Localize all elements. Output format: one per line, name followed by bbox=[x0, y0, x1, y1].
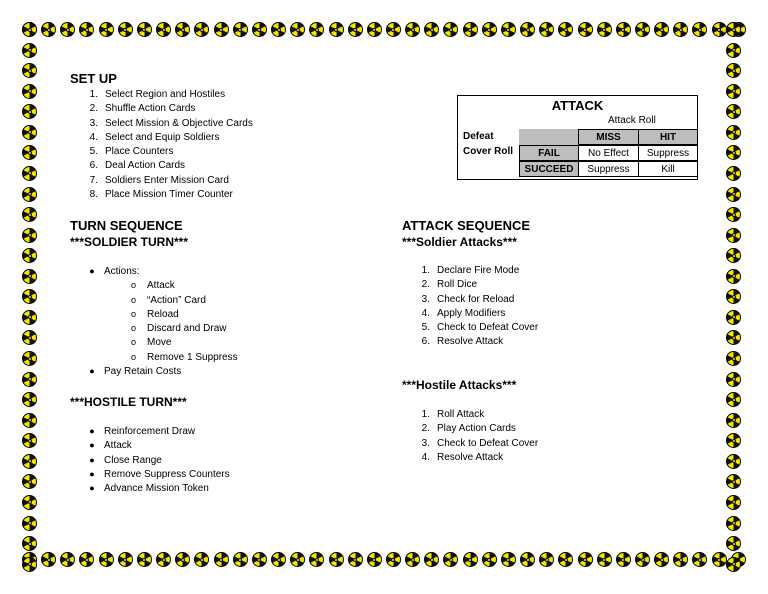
radiation-icon bbox=[386, 22, 401, 37]
radiation-icon bbox=[22, 145, 37, 160]
radiation-icon bbox=[22, 474, 37, 489]
list-item: o “Action” Card bbox=[131, 294, 206, 306]
radiation-icon bbox=[726, 413, 741, 428]
row-label-defeat: Defeat bbox=[463, 131, 494, 142]
list-item: 3. Select Mission & Objective Cards bbox=[89, 117, 253, 129]
border-left bbox=[22, 22, 42, 572]
radiation-icon bbox=[118, 22, 133, 37]
radiation-icon bbox=[60, 552, 75, 567]
radiation-icon bbox=[22, 187, 37, 202]
radiation-icon bbox=[558, 552, 573, 567]
radiation-icon bbox=[692, 22, 707, 37]
radiation-icon bbox=[367, 22, 382, 37]
list-item: ● Pay Retain Costs bbox=[89, 366, 182, 378]
turn-sequence-title: TURN SEQUENCE bbox=[70, 218, 183, 233]
hostile-turn-title: ***HOSTILE TURN*** bbox=[70, 395, 187, 409]
radiation-icon bbox=[79, 22, 94, 37]
border-right bbox=[726, 22, 746, 572]
list-item: 2. Play Action Cards bbox=[421, 423, 516, 435]
radiation-icon bbox=[252, 22, 267, 37]
header-blank-cell bbox=[519, 129, 579, 145]
radiation-icon bbox=[597, 552, 612, 567]
radiation-icon bbox=[175, 22, 190, 37]
list-item: 8. Place Mission Timer Counter bbox=[89, 189, 233, 201]
cell-succeed-hit: Kill bbox=[638, 161, 698, 177]
radiation-icon bbox=[348, 22, 363, 37]
list-item: ● Attack bbox=[89, 440, 132, 452]
attack-table-title: ATTACK bbox=[551, 98, 604, 113]
radiation-icon bbox=[654, 22, 669, 37]
list-item: 1. Declare Fire Mode bbox=[421, 265, 520, 276]
radiation-icon bbox=[673, 22, 688, 37]
list-item: o Move bbox=[131, 337, 172, 349]
radiation-icon bbox=[99, 22, 114, 37]
radiation-icon bbox=[22, 536, 37, 551]
radiation-icon bbox=[726, 516, 741, 531]
radiation-icon bbox=[22, 104, 37, 119]
radiation-icon bbox=[348, 552, 363, 567]
radiation-icon bbox=[22, 557, 37, 572]
list-item: ● Advance Mission Token bbox=[89, 483, 209, 495]
list-item: o Attack bbox=[131, 280, 175, 292]
radiation-icon bbox=[22, 125, 37, 140]
list-item: ● Remove Suppress Counters bbox=[89, 468, 230, 480]
attack-sequence-title: ATTACK SEQUENCE bbox=[402, 218, 531, 233]
radiation-icon bbox=[578, 552, 593, 567]
list-item: 3. Check to Defeat Cover bbox=[421, 437, 539, 449]
radiation-icon bbox=[156, 552, 171, 567]
radiation-icon bbox=[501, 22, 516, 37]
radiation-icon bbox=[405, 552, 420, 567]
radiation-icon bbox=[290, 22, 305, 37]
radiation-icon bbox=[558, 22, 573, 37]
radiation-icon bbox=[443, 22, 458, 37]
hostile-attacks-title: ***Hostile Attacks*** bbox=[402, 378, 517, 392]
radiation-icon bbox=[726, 330, 741, 345]
radiation-icon bbox=[22, 516, 37, 531]
list-item: 6. Resolve Attack bbox=[421, 336, 504, 348]
list-item: 3. Check for Reload bbox=[421, 293, 515, 305]
list-item: 4. Resolve Attack bbox=[421, 451, 504, 463]
list-item: 2. Roll Dice bbox=[421, 279, 478, 291]
list-item: 6. Deal Action Cards bbox=[89, 160, 186, 172]
radiation-icon bbox=[329, 552, 344, 567]
radiation-icon bbox=[597, 22, 612, 37]
border-top bbox=[22, 22, 746, 42]
radiation-icon bbox=[386, 552, 401, 567]
radiation-icon bbox=[22, 22, 37, 37]
list-item: o Discard and Draw bbox=[131, 323, 227, 335]
list-item: o Reload bbox=[131, 308, 179, 320]
radiation-icon bbox=[118, 552, 133, 567]
radiation-icon bbox=[463, 22, 478, 37]
attack-table bbox=[457, 95, 698, 180]
cell-fail-miss: No Effect bbox=[578, 145, 639, 161]
radiation-icon bbox=[309, 22, 324, 37]
radiation-icon bbox=[22, 330, 37, 345]
radiation-icon bbox=[22, 372, 37, 387]
list-item: 4. Select and Equip Soldiers bbox=[89, 131, 220, 143]
radiation-icon bbox=[22, 43, 37, 58]
radiation-icon bbox=[175, 552, 190, 567]
list-item: 7. Soldiers Enter Mission Card bbox=[89, 174, 229, 186]
radiation-icon bbox=[22, 454, 37, 469]
radiation-icon bbox=[194, 552, 209, 567]
radiation-icon bbox=[520, 22, 535, 37]
cell-fail-hit: Suppress bbox=[638, 145, 698, 161]
radiation-icon bbox=[424, 552, 439, 567]
radiation-icon bbox=[194, 22, 209, 37]
header-hit: HIT bbox=[638, 129, 698, 145]
radiation-icon bbox=[726, 310, 741, 325]
radiation-icon bbox=[726, 454, 741, 469]
radiation-icon bbox=[309, 552, 324, 567]
radiation-icon bbox=[405, 22, 420, 37]
radiation-icon bbox=[79, 552, 94, 567]
radiation-icon bbox=[726, 145, 741, 160]
radiation-icon bbox=[156, 22, 171, 37]
radiation-icon bbox=[443, 552, 458, 567]
soldier-turn-title: ***SOLDIER TURN*** bbox=[70, 235, 189, 249]
radiation-icon bbox=[726, 289, 741, 304]
radiation-icon bbox=[726, 84, 741, 99]
soldier-turn-list bbox=[83, 264, 238, 378]
list-item: 5. Place Counters bbox=[89, 146, 174, 158]
radiation-icon bbox=[60, 22, 75, 37]
radiation-icon bbox=[41, 22, 56, 37]
radiation-icon bbox=[22, 228, 37, 243]
row-succeed: SUCCEED bbox=[519, 161, 579, 177]
list-item: ● Close Range bbox=[89, 454, 162, 466]
radiation-icon bbox=[22, 63, 37, 78]
radiation-icon bbox=[726, 228, 741, 243]
radiation-icon bbox=[520, 552, 535, 567]
radiation-icon bbox=[22, 84, 37, 99]
radiation-icon bbox=[137, 22, 152, 37]
radiation-icon bbox=[726, 125, 741, 140]
radiation-icon bbox=[712, 22, 727, 37]
cell-succeed-miss: Suppress bbox=[578, 161, 639, 177]
radiation-icon bbox=[726, 104, 741, 119]
radiation-icon bbox=[726, 248, 741, 263]
radiation-icon bbox=[726, 433, 741, 448]
radiation-icon bbox=[726, 495, 741, 510]
radiation-icon bbox=[578, 22, 593, 37]
radiation-icon bbox=[214, 22, 229, 37]
radiation-icon bbox=[482, 22, 497, 37]
setup-steps bbox=[80, 88, 253, 202]
hostile-attacks-steps bbox=[412, 408, 538, 465]
list-item: ● Actions: bbox=[89, 266, 140, 277]
radiation-icon bbox=[463, 552, 478, 567]
radiation-icon bbox=[22, 495, 37, 510]
radiation-icon bbox=[22, 433, 37, 448]
radiation-icon bbox=[635, 552, 650, 567]
radiation-icon bbox=[99, 552, 114, 567]
radiation-icon bbox=[712, 552, 727, 567]
radiation-icon bbox=[635, 22, 650, 37]
radiation-icon bbox=[726, 63, 741, 78]
row-label-cover-roll: Cover Roll bbox=[463, 146, 514, 157]
radiation-icon bbox=[22, 392, 37, 407]
radiation-icon bbox=[501, 552, 516, 567]
radiation-icon bbox=[726, 372, 741, 387]
list-item: 5. Check to Defeat Cover bbox=[421, 322, 539, 334]
radiation-icon bbox=[726, 187, 741, 202]
list-item: 4. Apply Modifiers bbox=[421, 307, 506, 319]
list-item: 2. Shuffle Action Cards bbox=[89, 103, 196, 115]
radiation-icon bbox=[539, 552, 554, 567]
radiation-icon bbox=[726, 207, 741, 222]
radiation-icon bbox=[22, 166, 37, 181]
radiation-icon bbox=[214, 552, 229, 567]
radiation-icon bbox=[22, 310, 37, 325]
radiation-icon bbox=[726, 166, 741, 181]
radiation-icon bbox=[673, 552, 688, 567]
radiation-icon bbox=[726, 557, 741, 572]
row-fail: FAIL bbox=[519, 145, 579, 161]
list-item: 1. Select Region and Hostiles bbox=[89, 89, 226, 100]
radiation-icon bbox=[692, 552, 707, 567]
radiation-icon bbox=[726, 351, 741, 366]
radiation-icon bbox=[252, 552, 267, 567]
attack-roll-header: Attack Roll bbox=[608, 115, 656, 126]
radiation-icon bbox=[233, 552, 248, 567]
radiation-icon bbox=[424, 22, 439, 37]
radiation-icon bbox=[726, 22, 741, 37]
header-miss: MISS bbox=[578, 129, 639, 145]
radiation-icon bbox=[137, 552, 152, 567]
setup-title: SET UP bbox=[70, 71, 117, 86]
radiation-icon bbox=[22, 289, 37, 304]
hostile-turn-list bbox=[83, 424, 230, 495]
soldier-attacks-title: ***Soldier Attacks*** bbox=[402, 235, 517, 249]
radiation-icon bbox=[22, 207, 37, 222]
radiation-icon bbox=[41, 552, 56, 567]
border-bottom bbox=[22, 552, 746, 572]
radiation-icon bbox=[367, 552, 382, 567]
radiation-icon bbox=[726, 536, 741, 551]
radiation-icon bbox=[616, 552, 631, 567]
radiation-icon bbox=[726, 392, 741, 407]
radiation-icon bbox=[233, 22, 248, 37]
radiation-icon bbox=[329, 22, 344, 37]
radiation-icon bbox=[482, 552, 497, 567]
radiation-icon bbox=[22, 351, 37, 366]
radiation-icon bbox=[726, 43, 741, 58]
radiation-icon bbox=[271, 22, 286, 37]
radiation-icon bbox=[22, 413, 37, 428]
radiation-icon bbox=[726, 474, 741, 489]
radiation-icon bbox=[22, 269, 37, 284]
radiation-icon bbox=[290, 552, 305, 567]
radiation-icon bbox=[654, 552, 669, 567]
radiation-icon bbox=[22, 248, 37, 263]
list-item: ● Reinforcement Draw bbox=[89, 426, 196, 437]
list-item: o Remove 1 Suppress bbox=[131, 351, 238, 363]
radiation-icon bbox=[539, 22, 554, 37]
soldier-attacks-steps bbox=[412, 264, 538, 350]
radiation-icon bbox=[726, 269, 741, 284]
list-item: 1. Roll Attack bbox=[421, 409, 485, 420]
radiation-icon bbox=[271, 552, 286, 567]
radiation-icon bbox=[616, 22, 631, 37]
